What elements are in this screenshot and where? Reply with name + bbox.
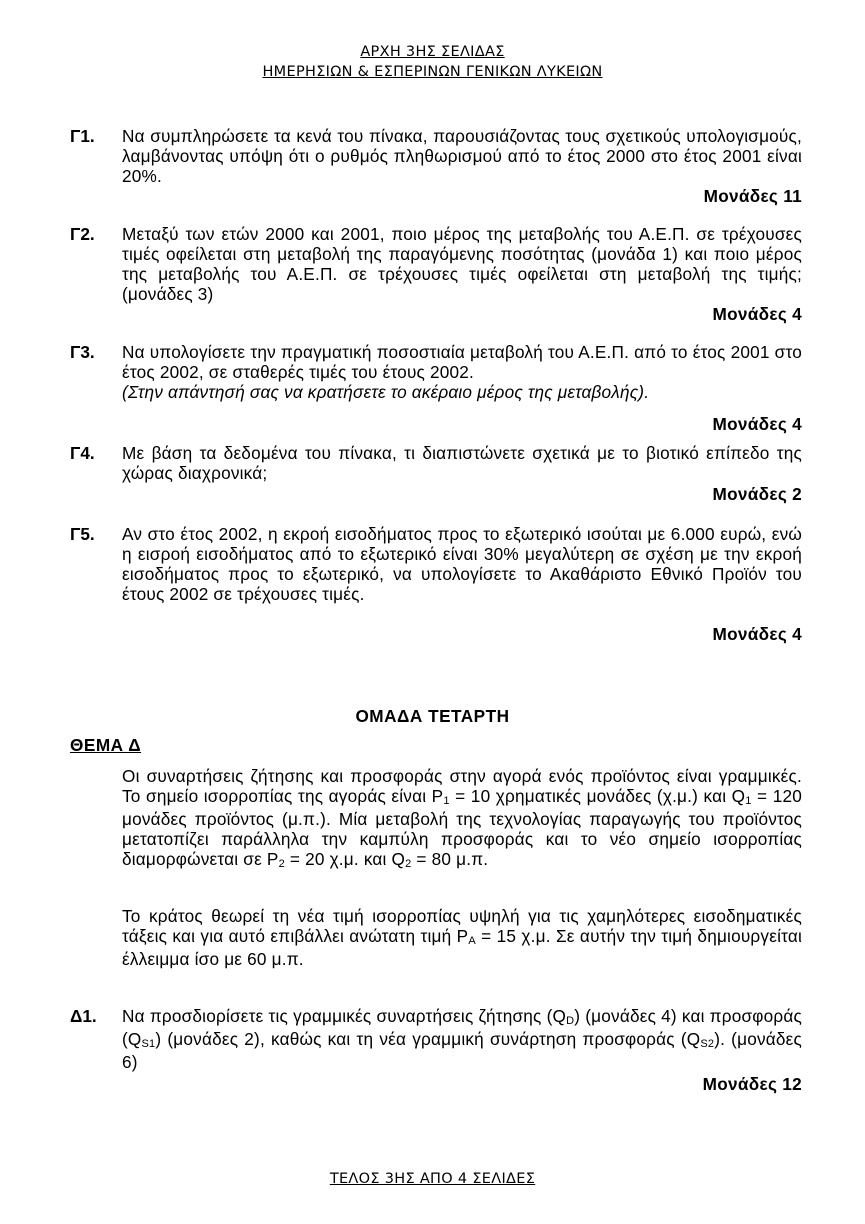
question-text: Με βάση τα δεδομένα του πίνακα, τι διαπιστώνετε σχετικά με το βιοτικό επίπεδο της χώρας διαχρονικά; (122, 443, 802, 483)
question-label: Δ1. (70, 1006, 97, 1026)
group-title: ΟΜΑΔΑ ΤΕΤΑΡΤΗ (355, 706, 510, 726)
marks-g1: Μονάδες 11 (703, 186, 802, 206)
question-g2 (70, 224, 802, 304)
thema-paragraph-2: Το κράτος θεωρεί τη νέα τιμή ισορροπίας υψηλή για τις χαμηλότερες εισοδηματικές τάξεις και για αυτό επιβάλλει ανώτατη τιμή $P_A = 15$ χ.μ. Σε αυτήν την τιμή δημιουργείται έλλειμμα ίσο με 60 μ.π. (122, 906, 802, 969)
question-g1 (70, 126, 802, 186)
page-header-line1: ΑΡΧΗ 3ΗΣ ΣΕΛΙΔΑΣ (360, 44, 505, 60)
question-g4 (70, 443, 802, 483)
question-text: Αν στο έτος 2002, η εκροή εισοδήματος προς το εξωτερικό ισούται με 6.000 ευρώ, ενώ η εισροή εισοδήματος από το εξωτερικό είναι 30% μεγαλύτερη σε σχέση με την εκροή εισοδήματος προς το εξωτερικό, να υπολογίσετε το Ακαθάριστο Εθνικό Προϊόν του έτους 2002 σε τρέχουσες τιμές. (122, 524, 802, 604)
question-label: Γ3. (70, 342, 95, 362)
question-label: Γ2. (70, 224, 95, 244)
question-g5 (70, 524, 802, 604)
page-footer: ΤΕΛΟΣ 3ΗΣ ΑΠΟ 4 ΣΕΛΙΔΕΣ (329, 1171, 536, 1187)
marks-g2: Μονάδες 4 (712, 304, 802, 324)
question-d1 (70, 1006, 802, 1072)
question-text: Μεταξύ των ετών 2000 και 2001, ποιο μέρος της μεταβολής του Α.Ε.Π. σε τρέχουσες τιμές οφείλεται στη μεταβολή της παραγόμενης ποσότητας (μονάδα 1) και ποιο μέρος της μεταβολής του Α.Ε.Π. σε τρέχουσες τιμές οφείλεται στη μεταβολή της τιμής; (μονάδες 3) (122, 224, 802, 304)
marks-d1: Μονάδες 12 (702, 1074, 802, 1094)
question-label: Γ4. (70, 443, 95, 463)
question-text: Να προσδιορίσετε τις γραμμικές συναρτήσεις ζήτησης $(Q_D)$ (μονάδες 4) και προσφοράς $(Q_{S1})$ (μονάδες 2), καθώς και τη νέα γραμμική συνάρτηση προσφοράς $(Q_{S2})$. (μονάδες 6) (122, 1006, 802, 1072)
question-label: Γ5. (70, 524, 95, 544)
question-note: (Στην απάντησή σας να κρατήσετε το ακέραιο μέρος της μεταβολής). (122, 382, 650, 402)
thema-paragraph-1: Οι συναρτήσεις ζήτησης και προσφοράς στην αγορά ενός προϊόντος είναι γραμμικές. Το σημείο ισορροπίας της αγοράς είναι $P_1 = 10$ χρηματικές μονάδες (χ.μ.) και $Q_1 = 120$ μονάδες προϊόντος (μ.π.). Μία μεταβολή της τεχνολογίας παραγωγής του προϊόντος μετατοπίζει παράλληλα την καμπύλη προσφοράς και το νέο σημείο ισορροπίας διαμορφώνεται σε $P_2 = 20$ χ.μ. και $Q_2 = 80$ μ.π. (122, 766, 803, 870)
question-label: Γ1. (70, 126, 95, 146)
question-text: Να υπολογίσετε την πραγματική ποσοστιαία μεταβολή του Α.Ε.Π. από το έτος 2001 στο έτος 2002, σε σταθερές τιμές του έτους 2002. (122, 342, 802, 382)
marks-g4: Μονάδες 2 (712, 484, 802, 504)
thema-title: ΘΕΜΑ Δ (70, 735, 142, 755)
question-g3 (70, 342, 802, 402)
question-text: Να συμπληρώσετε τα κενά του πίνακα, παρουσιάζοντας τους σχετικούς υπολογισμούς, λαμβάνοντας υπόψη ότι ο ρυθμός πληθωρισμού από το έτος 2000 στο έτος 2001 είναι 20%. (122, 126, 802, 186)
page-header-line2: ΗΜΕΡΗΣΙΩΝ & ΕΣΠΕΡΙΝΩΝ ΓΕΝΙΚΩΝ ΛΥΚΕΙΩΝ (262, 64, 603, 80)
marks-g3: Μονάδες 4 (712, 414, 802, 434)
marks-g5: Μονάδες 4 (712, 624, 802, 644)
